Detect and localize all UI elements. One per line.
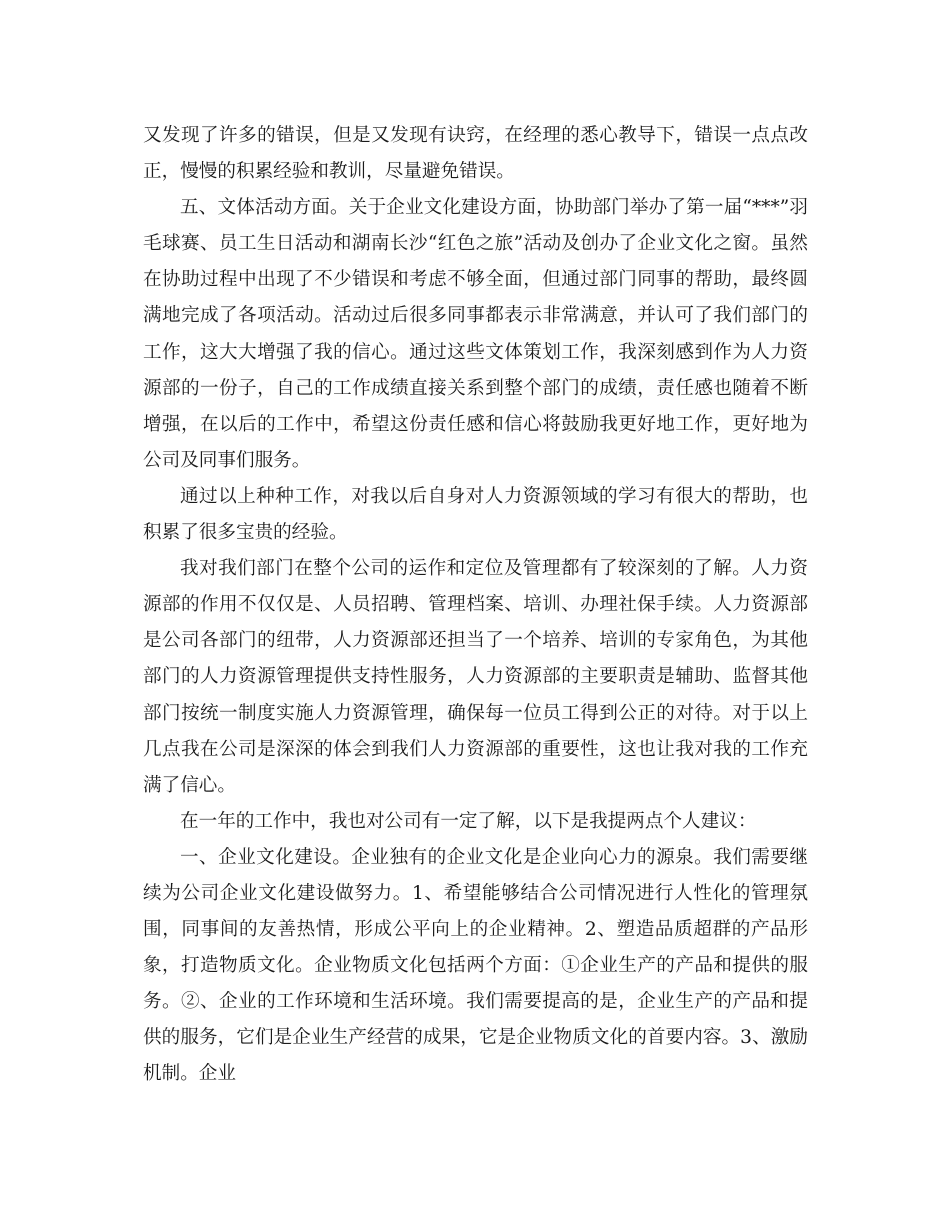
paragraph-suggestions-intro: 在一年的工作中，我也对公司有一定了解，以下是我提两点个人建议： xyxy=(180,810,757,832)
paragraph-corporate-culture: 一、企业文化建设。企业独有的企业文化是企业向心力的源泉。我们需要继续为公司企业文化建设做努力。1、希望能够结合公司情况进行人性化的管理氛围，同事间的友善热情，形成公平向上的企业精神。2、塑造品质超群的产品形象，打造物质文化。企业物质文化包括两个方面：①企业生产的产品和提供的服务。②、企业的工作环境和生活环境。我们需要提高的是，企业生产的产品和提供的服务，它们是企业生产经营的成果，它是企业物质文化的首要内容。3、激励机制。企业 xyxy=(143,846,808,1085)
paragraph-summary-benefit: 通过以上种种工作，对我以后自身对人力资源领域的学习有很大的帮助，也积累了很多宝贵的经验。 xyxy=(143,485,808,544)
paragraph-cultural-activities: 五、文体活动方面。关于企业文化建设方面，协助部门举办了第一届“***”羽毛球赛、员工生日活动和湖南长沙“红色之旅”活动及创办了企业文化之窗。虽然在协助过程中出现了不少错误和考虑不够全面，但通过部门同事的帮助，最终圆满地完成了各项活动。活动过后很多同事都表示非常满意，并认可了我们部门的工作，这大大增强了我的信心。通过这些文体策划工作，我深刻感到作为人力资源部的一份子，自己的工作成绩直接关系到整个部门的成绩，责任感也随着不断增强，在以后的工作中，希望这份责任感和信心将鼓励我更好地工作，更好地为公司及同事们服务。 xyxy=(143,197,808,471)
paragraph-department-role: 我对我们部门在整个公司的运作和定位及管理都有了较深刻的了解。人力资源部的作用不仅仅是、人员招聘、管理档案、培训、办理社保手续。人力资源部是公司各部门的纽带，人力资源部还担当了一个培养、培训的专家角色，为其他部门的人力资源管理提供支持性服务，人力资源部的主要职责是辅助、监督其他部门按统一制度实施人力资源管理，确保每一位员工得到公正的对待。对于以上几点我在公司是深深的体会到我们人力资源部的重要性，这也让我对我的工作充满了信心。 xyxy=(143,558,808,796)
paragraph-continuation: 又发现了许多的错误，但是又发现有诀窍，在经理的悉心教导下，错误一点点改正，慢慢的积累经验和教训，尽量避免错误。 xyxy=(143,125,808,183)
document-body xyxy=(143,118,808,1093)
